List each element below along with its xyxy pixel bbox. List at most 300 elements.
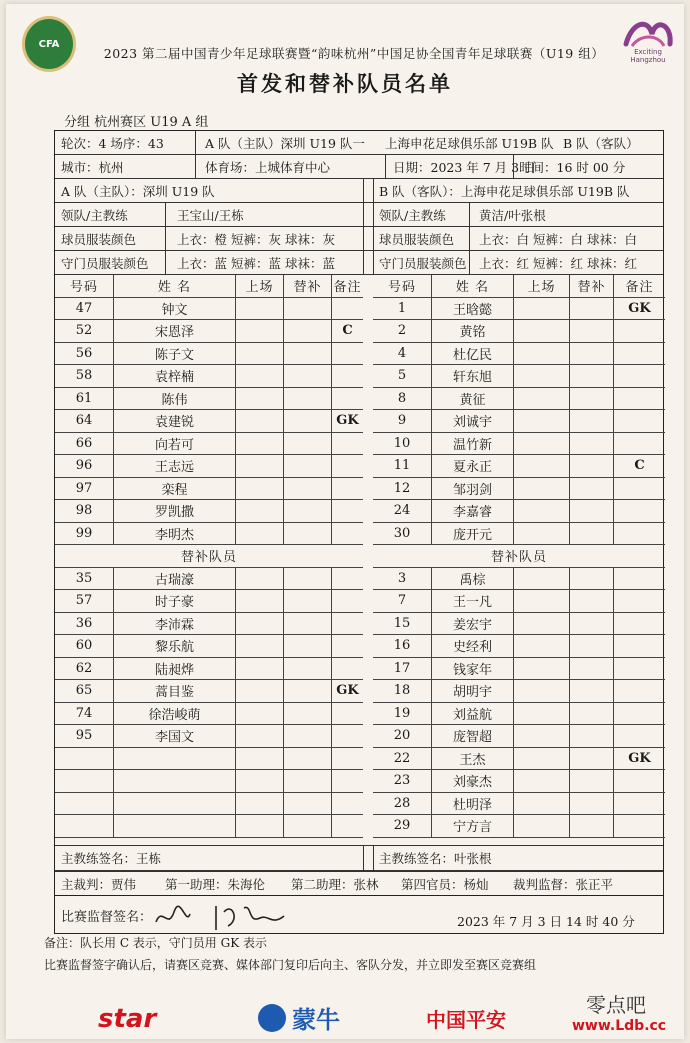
player-name: 庞智超: [431, 725, 513, 747]
sub-cell: [569, 793, 613, 815]
table-row: [373, 725, 665, 748]
column-header: 号码: [69, 280, 98, 296]
player-name: 罗凯撒: [113, 500, 235, 522]
note-cell: [331, 703, 363, 725]
note-cell: [331, 613, 363, 635]
watermark-text: 零点吧: [586, 993, 646, 1017]
note-line-1: 备注：队长用 C 表示，守门员用 GK 表示: [44, 936, 267, 950]
player-number: 17: [393, 660, 411, 676]
player-number: 16: [393, 638, 411, 654]
note-cell: GK: [613, 298, 665, 320]
player-number: 57: [75, 593, 93, 609]
page-title: 首发和替补队员名单: [237, 71, 453, 96]
empty-cell: [283, 770, 331, 792]
sub-cell: [569, 410, 613, 432]
note-cell: GK: [331, 680, 363, 702]
group-label: 分组 杭州赛区 U19 A 组: [64, 115, 209, 130]
supervisor-label: 比赛监督签名：: [61, 910, 153, 925]
subs-heading: 替补队员: [55, 545, 363, 568]
player-name: 邹羽剑: [431, 478, 513, 500]
player-name: 史经利: [431, 635, 513, 657]
sub-cell: [283, 320, 331, 342]
player-name: 古瑞濠: [113, 568, 235, 590]
empty-cell: [55, 770, 113, 792]
team-a-head-coach-sig: 主教练签名：王栋: [61, 851, 162, 866]
cfa-logo: [22, 16, 76, 72]
team-a-roster: [55, 275, 363, 845]
played-cell: [235, 298, 283, 320]
player-number: 2: [397, 323, 407, 339]
player-name: 刘豪杰: [431, 770, 513, 792]
team-b-label: 上海申花足球俱乐部 U19B 队: [385, 135, 554, 151]
supervisor-signature-icon: [152, 900, 312, 934]
empty-cell: [113, 793, 235, 815]
table-row: [55, 568, 363, 591]
table-row: [373, 320, 665, 343]
assistant-referee-2: 第二助理：张林: [291, 876, 379, 892]
team-a-kit-label: 球员服装颜色: [61, 231, 137, 247]
empty-cell: [235, 815, 283, 837]
note-cell: [613, 770, 665, 792]
played-cell: [235, 410, 283, 432]
played-cell: [235, 343, 283, 365]
note-cell: [331, 455, 363, 477]
team-b-roster: [373, 275, 665, 845]
table-row: [55, 320, 363, 343]
player-number: 65: [75, 683, 93, 699]
subs-heading: 替补队员: [373, 545, 665, 568]
played-cell: [513, 320, 569, 342]
player-number: 10: [393, 435, 411, 451]
table-row: [55, 680, 363, 703]
empty-cell: [235, 793, 283, 815]
player-number: 18: [393, 683, 411, 699]
team-b-kit-label: 球员服装颜色: [379, 231, 455, 247]
table-row: [55, 658, 363, 681]
note-cell: [331, 433, 363, 455]
table-header: [373, 275, 665, 298]
note-cell: [613, 523, 665, 545]
table-row: [373, 635, 665, 658]
played-cell: [235, 658, 283, 680]
table-row: [373, 365, 665, 388]
played-cell: [513, 298, 569, 320]
lineup-table: [54, 130, 664, 896]
table-row: [373, 590, 665, 613]
table-row: [373, 793, 665, 816]
column-header: 姓 名: [113, 275, 235, 297]
played-cell: [513, 613, 569, 635]
note-cell: [331, 343, 363, 365]
table-row: [373, 343, 665, 366]
sub-cell: [569, 433, 613, 455]
note-cell: [331, 523, 363, 545]
assistant-referee-1: 第一助理：朱海伦: [165, 876, 266, 892]
sub-cell: [569, 320, 613, 342]
empty-row: [55, 748, 363, 771]
player-name: 禹棕: [431, 568, 513, 590]
player-number: 5: [397, 368, 407, 384]
played-cell: [513, 433, 569, 455]
sub-cell: [283, 613, 331, 635]
table-row: [373, 770, 665, 793]
empty-cell: [331, 793, 363, 815]
hangzhou-logo-text: Exciting Hangzhou: [630, 48, 666, 64]
table-row: [373, 500, 665, 523]
note-cell: [613, 433, 665, 455]
sponsor-pingan: 中国平安: [426, 1008, 506, 1032]
time-info: 时间：16 时 00 分: [519, 159, 626, 175]
column-header: 上场: [235, 275, 283, 297]
sub-cell: [569, 500, 613, 522]
player-name: 栾程: [113, 478, 235, 500]
sub-cell: [283, 725, 331, 747]
played-cell: [235, 320, 283, 342]
player-name: 王志远: [113, 455, 235, 477]
table-row: [55, 500, 363, 523]
player-number: 52: [75, 323, 93, 339]
note-cell: [613, 343, 665, 365]
player-number: 4: [397, 345, 407, 361]
round-info: 轮次：4 场序：43: [61, 135, 164, 151]
team-a-heading: A 队（主队）：深圳 U19 队: [61, 183, 215, 199]
player-name: 李沛霖: [113, 613, 235, 635]
player-number: 1: [397, 300, 407, 316]
team-b-gk-value: 上衣：红 短裤：红 球袜：红: [479, 255, 637, 271]
player-number: 20: [393, 728, 411, 744]
player-number: 60: [75, 638, 93, 654]
played-cell: [235, 365, 283, 387]
stadium-info: 体育场：上城体育中心: [205, 159, 331, 175]
player-number: 22: [393, 750, 411, 766]
sub-cell: [283, 500, 331, 522]
note-cell: [613, 568, 665, 590]
gk-kit-row: [55, 251, 663, 275]
table-row: [373, 613, 665, 636]
table-row: [373, 703, 665, 726]
player-number: 58: [75, 368, 93, 384]
note-cell: GK: [613, 748, 665, 770]
table-row: [373, 478, 665, 501]
note-cell: [331, 298, 363, 320]
table-row: [55, 703, 363, 726]
head-coach-sign-row: [55, 845, 663, 871]
note-cell: [613, 680, 665, 702]
table-header: [55, 275, 363, 298]
note-cell: [613, 635, 665, 657]
player-number: 7: [397, 593, 407, 609]
team-heading-row: [55, 179, 663, 203]
played-cell: [513, 703, 569, 725]
note-cell: [613, 658, 665, 680]
player-number: 61: [75, 390, 93, 406]
played-cell: [513, 725, 569, 747]
player-number: 47: [75, 300, 93, 316]
note-cell: [331, 725, 363, 747]
table-row: [373, 680, 665, 703]
played-cell: [513, 455, 569, 477]
player-name: 杜亿民: [431, 343, 513, 365]
referee-assessor: 裁判监督：张正平: [513, 876, 614, 892]
coach-row: [55, 203, 663, 227]
played-cell: [513, 365, 569, 387]
sub-cell: [283, 298, 331, 320]
player-number: 12: [393, 480, 411, 496]
table-row: [55, 613, 363, 636]
played-cell: [513, 748, 569, 770]
city-info: 城市：杭州: [61, 159, 124, 175]
player-number: 24: [393, 503, 411, 519]
player-number: 15: [393, 615, 411, 631]
officials-row: [55, 871, 663, 895]
empty-cell: [113, 748, 235, 770]
note-cell: [613, 410, 665, 432]
sub-cell: [283, 410, 331, 432]
played-cell: [235, 680, 283, 702]
player-number: 74: [75, 705, 93, 721]
played-cell: [235, 478, 283, 500]
player-number: 98: [75, 503, 93, 519]
empty-cell: [331, 748, 363, 770]
note-line-2: 比赛监督签字确认后，请赛区竞赛、媒体部门复印后向主、客队分发，并立即发至赛区竞赛组: [44, 958, 537, 972]
note-cell: [331, 388, 363, 410]
player-number: 23: [393, 773, 411, 789]
column-header: 备注: [613, 275, 665, 297]
player-name: 杜明泽: [431, 793, 513, 815]
sub-cell: [283, 433, 331, 455]
player-name: 徐浩峻萌: [113, 703, 235, 725]
table-row: [55, 523, 363, 546]
date-info: 日期：2023 年 7 月 3 日: [393, 159, 536, 175]
column-header: 上场: [513, 275, 569, 297]
player-name: 李嘉睿: [431, 500, 513, 522]
player-name: 王杰: [431, 748, 513, 770]
note-cell: [331, 635, 363, 657]
player-name: 夏永正: [431, 455, 513, 477]
player-number: 35: [75, 570, 93, 586]
note-cell: [331, 568, 363, 590]
note-cell: [613, 388, 665, 410]
table-row: [373, 568, 665, 591]
sponsor-star: star: [98, 1004, 157, 1034]
column-header: 姓 名: [431, 275, 513, 297]
player-name: 黄征: [431, 388, 513, 410]
player-name: 陈伟: [113, 388, 235, 410]
player-number: 30: [393, 525, 411, 541]
table-row: [55, 410, 363, 433]
fourth-official: 第四官员：杨灿: [401, 876, 489, 892]
column-header: 备注: [331, 275, 363, 297]
note-cell: [331, 365, 363, 387]
player-number: 66: [75, 435, 93, 451]
column-header: 号码: [387, 280, 416, 296]
player-name: 黎乐航: [113, 635, 235, 657]
sub-cell: [283, 388, 331, 410]
player-number: 19: [393, 705, 411, 721]
team-a-gk-value: 上衣：蓝 短裤：蓝 球袜：蓝: [177, 255, 335, 271]
empty-row: [55, 815, 363, 838]
player-name: 李国文: [113, 725, 235, 747]
played-cell: [513, 388, 569, 410]
sub-cell: [283, 523, 331, 545]
sub-cell: [283, 590, 331, 612]
player-name: 宁方言: [431, 815, 513, 837]
table-row: [55, 298, 363, 321]
player-name: 姜宏宇: [431, 613, 513, 635]
kit-row: [55, 227, 663, 251]
referee: 主裁判：贾伟: [61, 876, 137, 892]
sub-cell: [569, 748, 613, 770]
player-name: 温竹新: [431, 433, 513, 455]
sponsor-mengniu: [258, 1000, 340, 1035]
player-number: 99: [75, 525, 93, 541]
sub-cell: [569, 680, 613, 702]
played-cell: [235, 568, 283, 590]
played-cell: [513, 343, 569, 365]
played-cell: [513, 568, 569, 590]
played-cell: [235, 388, 283, 410]
table-row: [55, 433, 363, 456]
empty-cell: [55, 748, 113, 770]
sub-cell: [569, 478, 613, 500]
played-cell: [235, 590, 283, 612]
empty-cell: [283, 793, 331, 815]
table-row: [373, 455, 665, 478]
sub-cell: [283, 478, 331, 500]
note-cell: [613, 815, 665, 837]
player-name: 庞开元: [431, 523, 513, 545]
team-a-coach-value: 王宝山/王栋: [177, 207, 244, 223]
player-number: 9: [397, 413, 407, 429]
empty-cell: [55, 815, 113, 837]
table-row: [55, 478, 363, 501]
player-name: 李明杰: [113, 523, 235, 545]
played-cell: [513, 680, 569, 702]
team-a-coach-label: 领队/主教练: [61, 207, 128, 223]
team-b-coach-value: 黄洁/叶张根: [479, 207, 546, 223]
table-row: [55, 590, 363, 613]
supervisor-sign-box: [54, 896, 664, 934]
sub-cell: [283, 658, 331, 680]
player-name: 时子豪: [113, 590, 235, 612]
sub-cell: [569, 298, 613, 320]
played-cell: [235, 725, 283, 747]
player-name: 钟文: [113, 298, 235, 320]
note-cell: [613, 725, 665, 747]
note-cell: [613, 613, 665, 635]
played-cell: [235, 500, 283, 522]
sub-cell: [569, 568, 613, 590]
note-cell: [613, 365, 665, 387]
empty-cell: [283, 815, 331, 837]
team-b-suffix: B 队（客队）: [563, 135, 639, 151]
played-cell: [513, 410, 569, 432]
mengniu-logo-icon: [258, 1004, 286, 1032]
played-cell: [513, 635, 569, 657]
sub-cell: [569, 635, 613, 657]
sub-cell: [569, 388, 613, 410]
player-name: 轩东旭: [431, 365, 513, 387]
sub-cell: [569, 523, 613, 545]
match-info-row-2: [55, 155, 663, 179]
note-cell: [613, 320, 665, 342]
player-number: 96: [75, 458, 93, 474]
player-name: 袁建锐: [113, 410, 235, 432]
note-cell: [331, 590, 363, 612]
column-header: 替补: [283, 275, 331, 297]
sub-cell: [569, 455, 613, 477]
note-cell: [613, 703, 665, 725]
played-cell: [235, 523, 283, 545]
note-cell: [613, 590, 665, 612]
table-row: [55, 455, 363, 478]
table-row: [55, 635, 363, 658]
sub-cell: [569, 365, 613, 387]
player-number: 36: [75, 615, 93, 631]
sub-cell: [569, 590, 613, 612]
note-cell: [331, 658, 363, 680]
table-row: [373, 748, 665, 771]
team-b-head-coach-sig: 主教练签名：叶张根: [379, 851, 492, 866]
sub-cell: [569, 815, 613, 837]
player-name: 蒿目鉴: [113, 680, 235, 702]
player-name: 刘诚宇: [431, 410, 513, 432]
empty-cell: [235, 748, 283, 770]
empty-row: [55, 770, 363, 793]
team-a-gk-label: 守门员服装颜色: [61, 255, 149, 271]
table-row: [55, 365, 363, 388]
team-b-kit-value: 上衣：白 短裤：白 球袜：白: [479, 231, 637, 247]
sub-cell: [283, 365, 331, 387]
played-cell: [235, 703, 283, 725]
match-sheet: [6, 4, 684, 1039]
sub-cell: [283, 703, 331, 725]
played-cell: [235, 433, 283, 455]
competition-title: 2023 第二届中国青少年足球联赛暨“韵味杭州”中国足协全国青年足球联赛（U19 组）: [103, 46, 605, 61]
note-cell: [331, 478, 363, 500]
team-a-kit-value: 上衣：橙 短裤：灰 球袜：灰: [177, 231, 335, 247]
played-cell: [513, 478, 569, 500]
sub-cell: [569, 703, 613, 725]
note-cell: [331, 500, 363, 522]
empty-cell: [235, 770, 283, 792]
table-row: [373, 298, 665, 321]
player-name: 宋恩泽: [113, 320, 235, 342]
note-cell: GK: [331, 410, 363, 432]
player-name: 向若可: [113, 433, 235, 455]
player-number: 56: [75, 345, 93, 361]
player-name: 胡明宇: [431, 680, 513, 702]
player-name: 王一凡: [431, 590, 513, 612]
played-cell: [235, 455, 283, 477]
player-number: 11: [393, 458, 411, 474]
team-b-coach-label: 领队/主教练: [379, 207, 446, 223]
played-cell: [513, 523, 569, 545]
sponsor-mengniu-label: 蒙牛: [292, 1006, 340, 1034]
column-header: 替补: [569, 275, 613, 297]
player-number: 29: [393, 818, 411, 834]
player-number: 95: [75, 728, 93, 744]
note-cell: C: [331, 320, 363, 342]
player-number: 64: [75, 413, 93, 429]
match-info-row-1: [55, 131, 663, 155]
note-cell: C: [613, 455, 665, 477]
table-row: [373, 658, 665, 681]
sub-cell: [283, 680, 331, 702]
player-number: 28: [393, 795, 411, 811]
note-cell: [613, 500, 665, 522]
player-name: 王晗懿: [431, 298, 513, 320]
